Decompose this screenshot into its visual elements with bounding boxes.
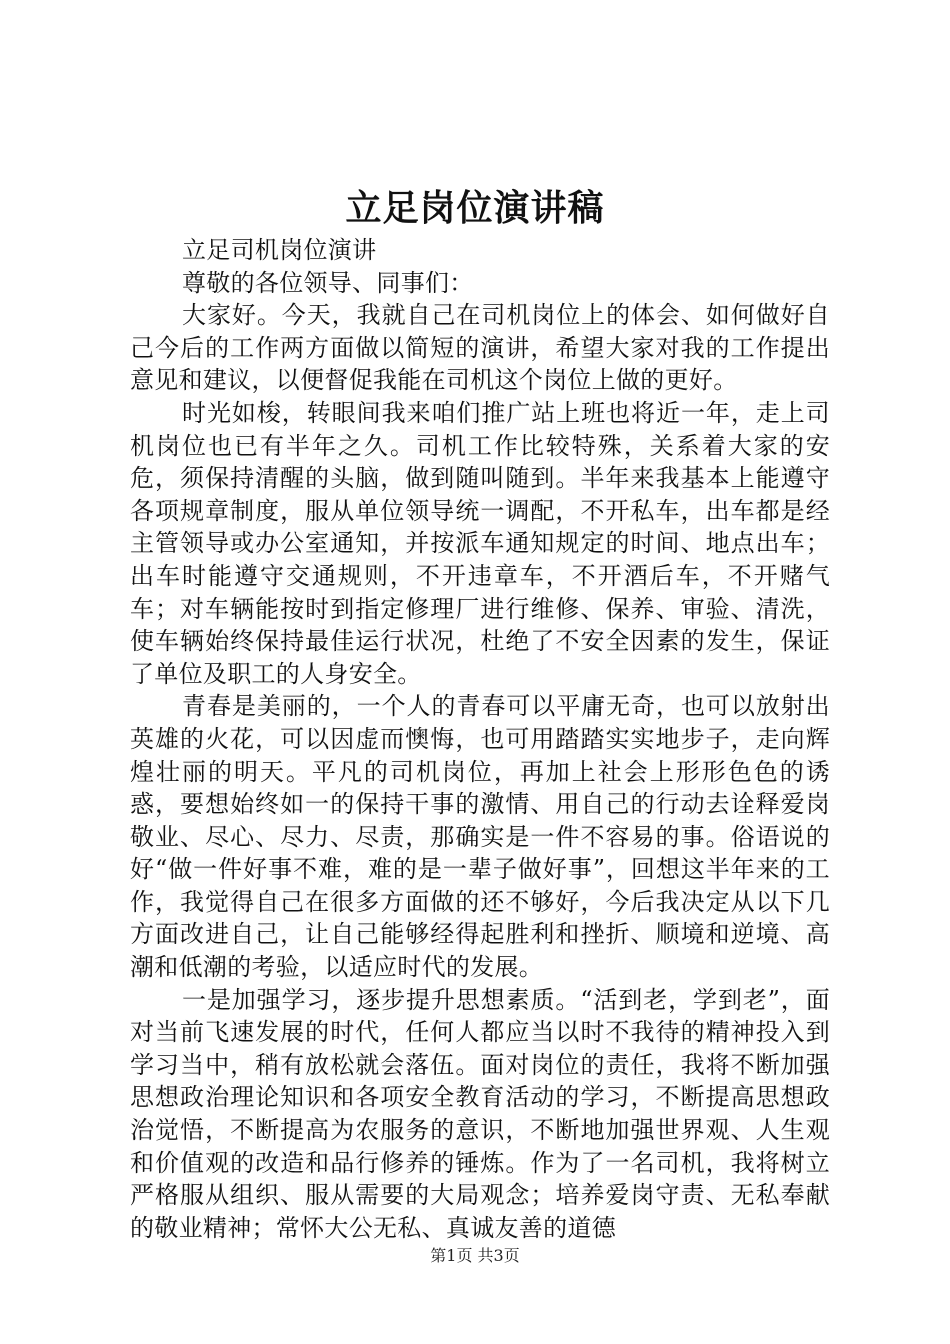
document-body [130, 234, 830, 1244]
paragraph-work-review: 时光如梭，转眼间我来咱们推广站上班也将近一年，走上司机岗位也已有半年之久。司机工作比较特殊，关系着大家的安危，须保持清醒的头脑，做到随叫随到。半年来我基本上能遵守各项规章制度，服从单位领导统一调配，不开私车，出车都是经主管领导或办公室通知，并按派车通知规定的时间、地点出车；出车时能遵守交通规则，不开违章车，不开酒后车，不开赌气车；对车辆能按时到指定修理厂进行维修、保养、审验、清洗，使车辆始终保持最佳运行状况，杜绝了不安全因素的发生，保证了单位及职工的人身安全。 [130, 398, 830, 688]
page-footer: 第1页 共3页 [430, 1246, 520, 1265]
speech-subtitle: 立足司机岗位演讲 [182, 236, 377, 264]
salutation: 尊敬的各位领导、同事们： [182, 268, 474, 297]
document-title: 立足岗位演讲稿 [345, 187, 605, 229]
paragraph-study: 一是加强学习，逐步提升思想素质。“活到老，学到老”，面对当前飞速发展的时代，任何人都应当以时不我待的精神投入到学习当中，稍有放松就会落伍。面对岗位的责任，我将不断加强思想政治理论知识和各项安全教育活动的学习，不断提高思想政治觉悟，不断提高为农服务的意识，不断地加强世界观、人生观和价值观的改造和品行修养的锤炼。作为了一名司机，我将树立严格服从组织、服从需要的大局观念；培养爱岗守责、无私奉献的敬业精神；常怀大公无私、真诚友善的道德 [130, 985, 830, 1242]
paragraph-intro: 大家好。今天，我就自己在司机岗位上的体会、如何做好自己今后的工作两方面做以简短的演讲，希望大家对我的工作提出意见和建议，以便督促我能在司机这个岗位上做的更好。 [130, 301, 830, 395]
paragraph-youth: 青春是美丽的，一个人的青春可以平庸无奇，也可以放射出英雄的火花，可以因虚而懊悔，也可用踏踏实实地步子，走向辉煌壮丽的明天。平凡的司机岗位，再加上社会上形形色色的诱惑，要想始终如一的保持干事的激情、用自己的行动去诠释爱岗敬业、尽心、尽力、尽责，那确实是一件不容易的事。俗语说的好“做一件好事不难，难的是一辈子做好事”，回想这半年来的工作，我觉得自己在很多方面做的还不够好，今后我决定从以下几方面改进自己，让自己能够经得起胜利和挫折、顺境和逆境、高潮和低潮的考验，以适应时代的发展。 [130, 692, 830, 982]
